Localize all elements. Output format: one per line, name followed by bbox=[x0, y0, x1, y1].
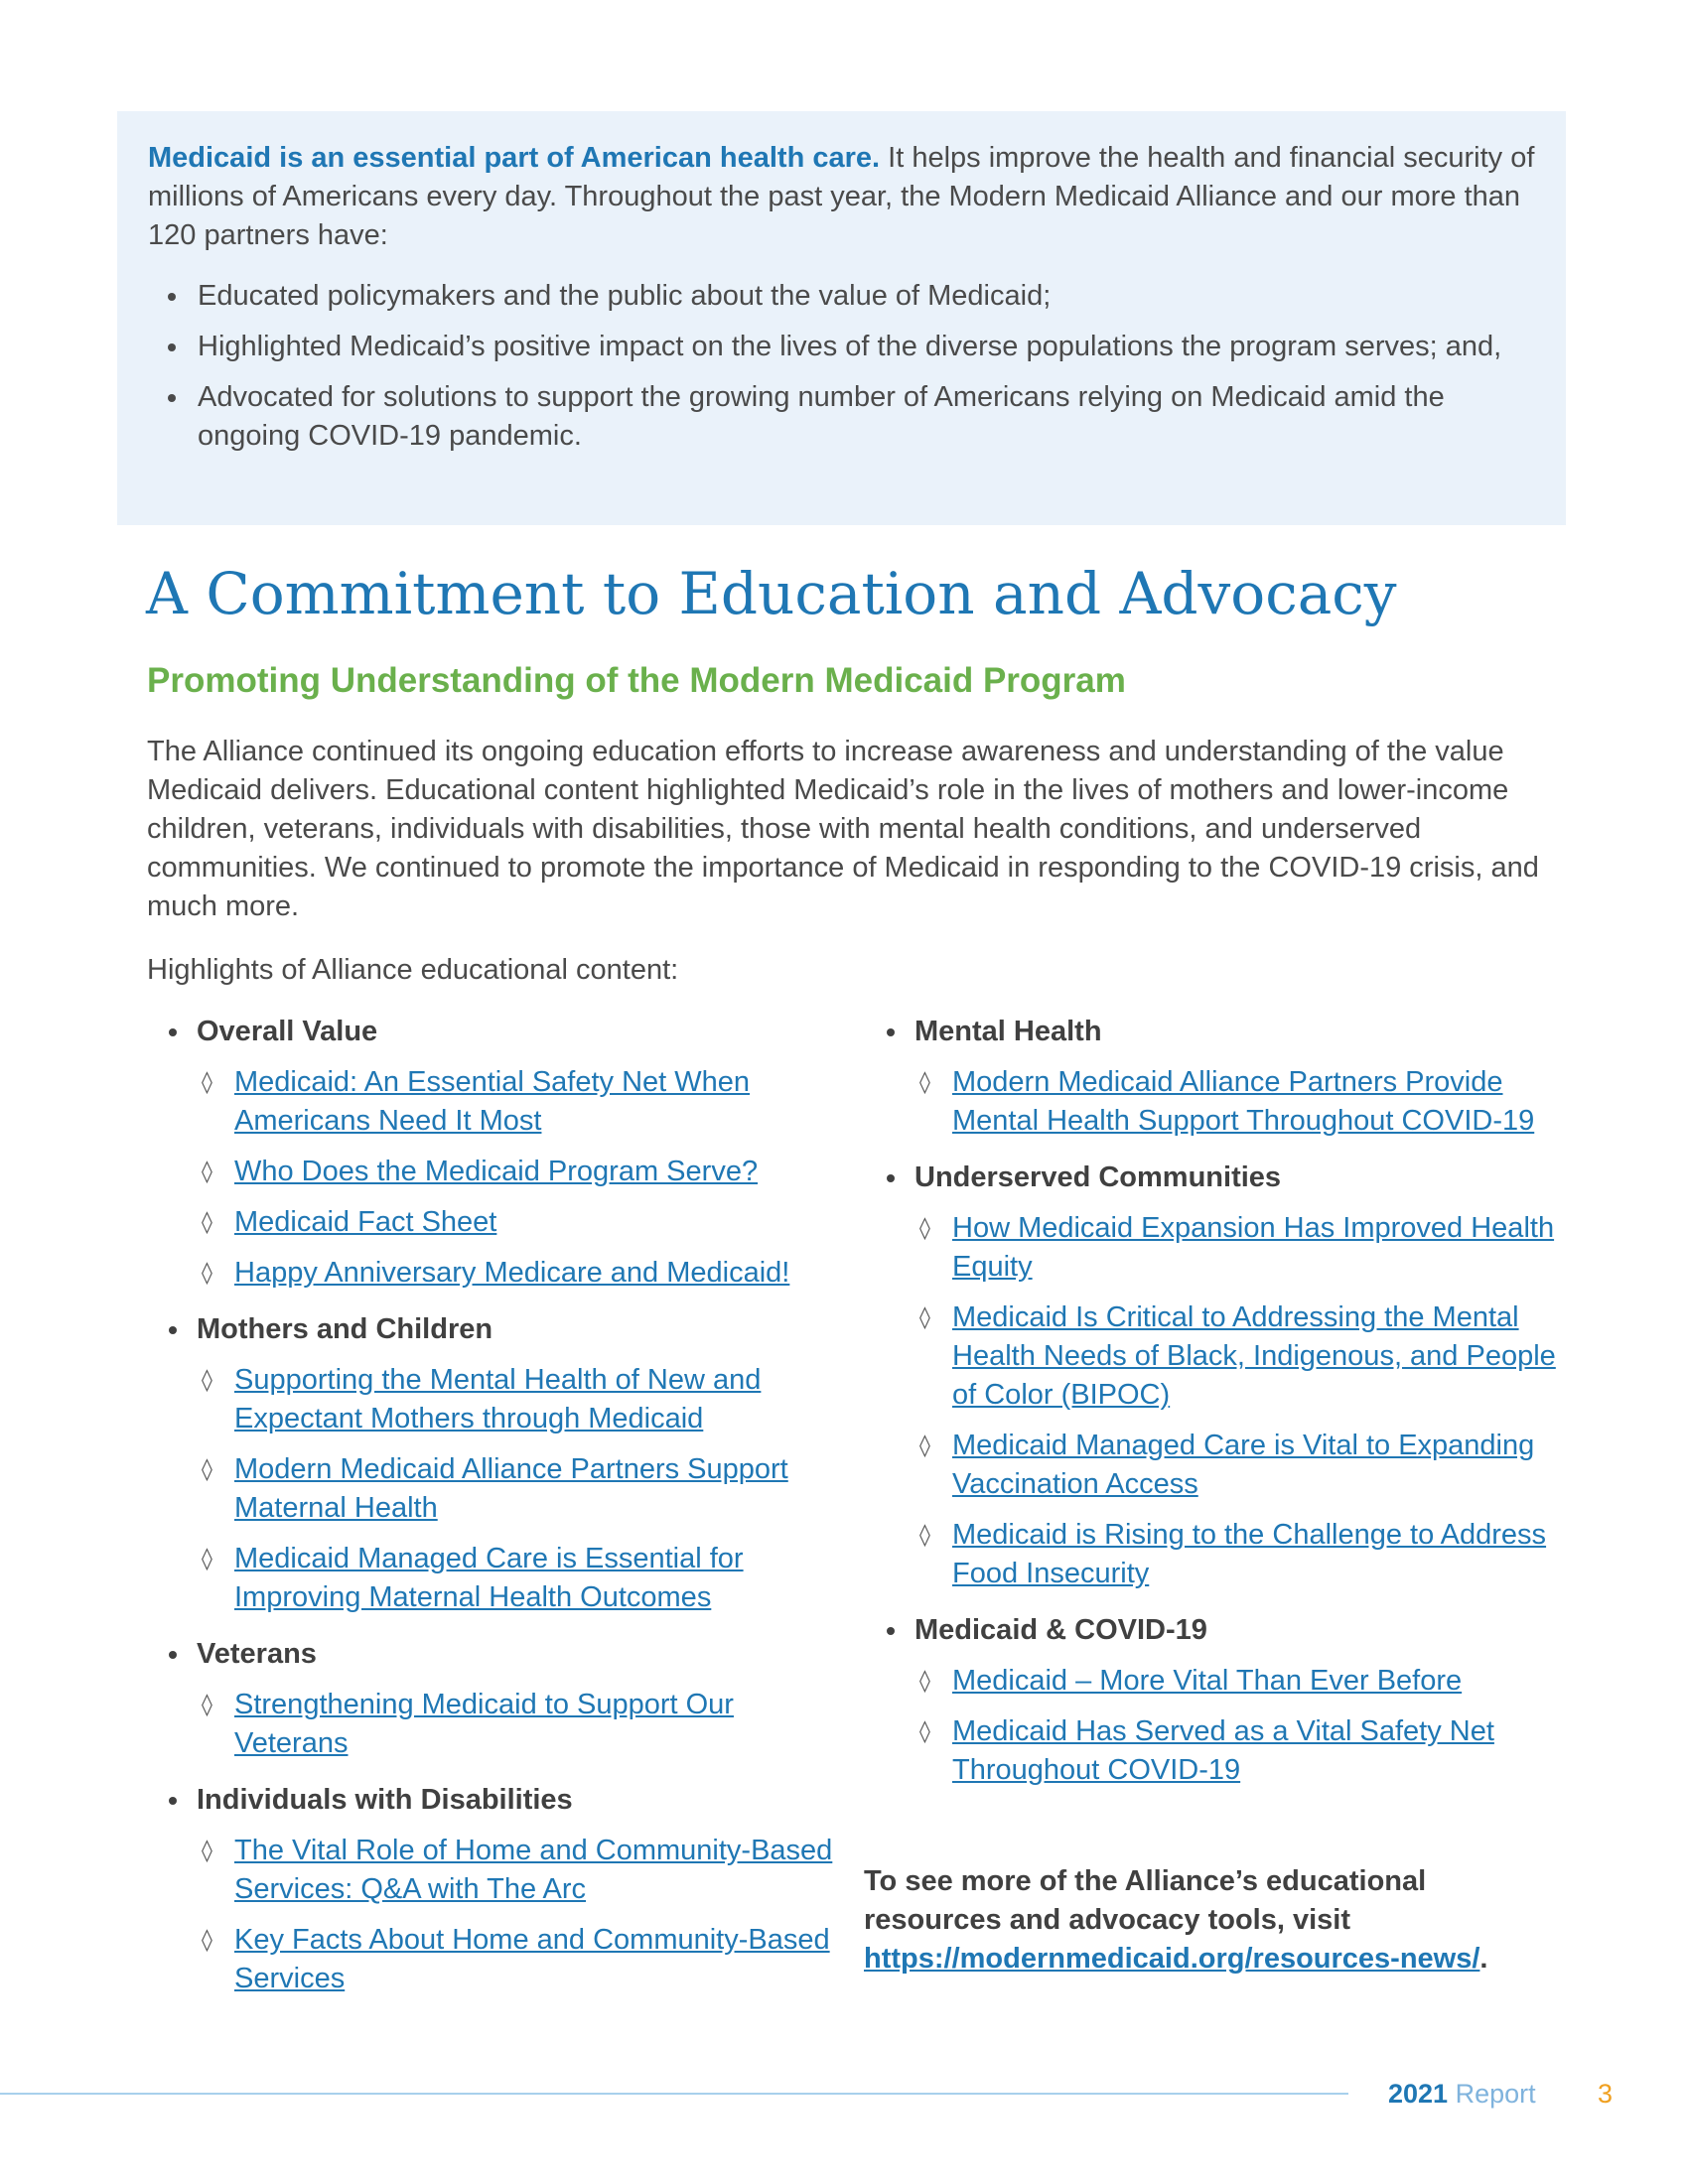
category-title: Overall Value bbox=[159, 1013, 834, 1051]
resource-link[interactable]: The Vital Role of Home and Community-Based Services: Q&A with The Arc bbox=[234, 1835, 833, 1905]
category-link-list bbox=[877, 1662, 1572, 1790]
resource-link[interactable]: Medicaid Managed Care is Vital to Expanding Vaccination Access bbox=[952, 1430, 1535, 1500]
resources-news-link[interactable]: https://modernmedicaid.org/resources-news/ bbox=[864, 1943, 1480, 1975]
section-subtitle: Promoting Understanding of the Modern Medicaid Program bbox=[147, 661, 1126, 700]
category-title: Medicaid & COVID-19 bbox=[877, 1611, 1572, 1650]
category-link-list bbox=[159, 1063, 834, 1293]
category-disabilities bbox=[159, 1781, 834, 1998]
resource-link[interactable]: Medicaid Is Critical to Addressing the Mental Health Needs of Black, Indigenous, and People of Color (BIPOC) bbox=[952, 1301, 1556, 1411]
list-item bbox=[159, 1153, 834, 1191]
closing-period: . bbox=[1479, 1943, 1488, 1975]
resource-link[interactable]: Modern Medicaid Alliance Partners Provide Mental Health Support Throughout COVID-19 bbox=[952, 1066, 1535, 1137]
category-link-list bbox=[159, 1832, 834, 1998]
diamond-bullet-icon: ◊ bbox=[202, 1693, 212, 1717]
diamond-bullet-icon: ◊ bbox=[202, 1368, 212, 1393]
resource-link[interactable]: Medicaid Has Served as a Vital Safety Net Throughout COVID-19 bbox=[952, 1715, 1494, 1786]
page-title: A Commitment to Education and Advocacy bbox=[146, 560, 1397, 627]
resource-link[interactable]: Who Does the Medicaid Program Serve? bbox=[234, 1156, 759, 1187]
resource-link[interactable]: Medicaid Fact Sheet bbox=[234, 1206, 497, 1238]
list-item bbox=[877, 1712, 1572, 1790]
closing-callout bbox=[864, 1862, 1559, 1979]
resource-link[interactable]: How Medicaid Expansion Has Improved Health Equity bbox=[952, 1212, 1555, 1283]
resource-link[interactable]: Medicaid is Rising to the Challenge to Address Food Insecurity bbox=[952, 1519, 1547, 1589]
category-title: Veterans bbox=[159, 1635, 834, 1674]
diamond-bullet-icon: ◊ bbox=[919, 1070, 930, 1095]
intro-bullet: Highlighted Medicaid’s positive impact on the lives of the diverse populations the program serves; and, bbox=[148, 328, 1536, 366]
intro-lead: Medicaid is an essential part of American health care. bbox=[148, 142, 881, 174]
resource-link[interactable]: Key Facts About Home and Community-Based Services bbox=[234, 1924, 830, 1994]
category-underserved bbox=[877, 1159, 1572, 1593]
list-item bbox=[159, 1921, 834, 1998]
resource-link[interactable]: Supporting the Mental Health of New and Expectant Mothers through Medicaid bbox=[234, 1364, 762, 1434]
category-link-list bbox=[159, 1361, 834, 1617]
footer-report-word: Report bbox=[1455, 2079, 1536, 2109]
diamond-bullet-icon: ◊ bbox=[919, 1523, 930, 1548]
category-link-list bbox=[159, 1686, 834, 1763]
highlights-intro: Highlights of Alliance educational content: bbox=[147, 954, 679, 986]
footer-report-label bbox=[1388, 2078, 1536, 2110]
intro-text: It helps improve the health and financial security of millions of Americans every day. Throughout the past year, the Modern Medicaid Alliance and our more than 120 partners have: bbox=[148, 142, 1535, 251]
list-item bbox=[159, 1540, 834, 1617]
page-number: 3 bbox=[1598, 2079, 1614, 2109]
footer-year: 2021 bbox=[1388, 2079, 1449, 2109]
intro-bullet-list bbox=[148, 277, 1536, 456]
list-item bbox=[159, 1063, 834, 1141]
list-item bbox=[877, 1427, 1572, 1504]
category-link-list bbox=[877, 1209, 1572, 1593]
category-title: Underserved Communities bbox=[877, 1159, 1572, 1197]
resource-link[interactable]: Happy Anniversary Medicare and Medicaid! bbox=[234, 1257, 790, 1289]
list-item bbox=[159, 1254, 834, 1293]
resource-link[interactable]: Strengthening Medicaid to Support Our Veterans bbox=[234, 1689, 734, 1759]
highlights-left-column bbox=[159, 1013, 834, 2016]
category-title: Mental Health bbox=[877, 1013, 1572, 1051]
list-item bbox=[159, 1450, 834, 1528]
list-item bbox=[877, 1516, 1572, 1593]
intro-bullet: Educated policymakers and the public about the value of Medicaid; bbox=[148, 277, 1536, 316]
list-item bbox=[159, 1203, 834, 1242]
diamond-bullet-icon: ◊ bbox=[202, 1210, 212, 1235]
category-title: Mothers and Children bbox=[159, 1310, 834, 1349]
diamond-bullet-icon: ◊ bbox=[202, 1070, 212, 1095]
diamond-bullet-icon: ◊ bbox=[202, 1457, 212, 1482]
resource-link[interactable]: Medicaid – More Vital Than Ever Before bbox=[952, 1665, 1463, 1697]
body-paragraph: The Alliance continued its ongoing education efforts to increase awareness and understanding of the value Medicaid delivers. Educational content highlighted Medicaid’s role in the lives of mothers and lower-income children, veterans, individuals with disabilities, those with mental health conditions, and underserved communities. We continued to promote the importance of Medicaid in responding to the COVID-19 crisis, and much more. bbox=[147, 736, 1539, 922]
diamond-bullet-icon: ◊ bbox=[202, 1839, 212, 1863]
category-title: Individuals with Disabilities bbox=[159, 1781, 834, 1820]
highlights-right-column bbox=[877, 1013, 1572, 1808]
diamond-bullet-icon: ◊ bbox=[919, 1669, 930, 1694]
category-mothers-children bbox=[159, 1310, 834, 1617]
list-item bbox=[877, 1298, 1572, 1415]
closing-text: To see more of the Alliance’s educational resources and advocacy tools, visit bbox=[864, 1865, 1427, 1936]
resource-link[interactable]: Medicaid Managed Care is Essential for Improving Maternal Health Outcomes bbox=[234, 1543, 744, 1613]
category-link-list bbox=[877, 1063, 1572, 1141]
category-veterans bbox=[159, 1635, 834, 1763]
list-item bbox=[877, 1662, 1572, 1701]
diamond-bullet-icon: ◊ bbox=[919, 1216, 930, 1241]
diamond-bullet-icon: ◊ bbox=[919, 1433, 930, 1458]
footer-divider bbox=[0, 2093, 1348, 2095]
diamond-bullet-icon: ◊ bbox=[919, 1305, 930, 1330]
list-item bbox=[159, 1832, 834, 1909]
list-item bbox=[159, 1686, 834, 1763]
category-overall-value bbox=[159, 1013, 834, 1293]
category-mental-health bbox=[877, 1013, 1572, 1141]
list-item bbox=[159, 1361, 834, 1438]
intro-callout-box bbox=[117, 111, 1566, 525]
category-covid bbox=[877, 1611, 1572, 1790]
resource-link[interactable]: Medicaid: An Essential Safety Net When Americans Need It Most bbox=[234, 1066, 751, 1137]
resource-link[interactable]: Modern Medicaid Alliance Partners Support Maternal Health bbox=[234, 1453, 788, 1524]
list-item bbox=[877, 1063, 1572, 1141]
diamond-bullet-icon: ◊ bbox=[202, 1928, 212, 1953]
diamond-bullet-icon: ◊ bbox=[202, 1160, 212, 1184]
list-item bbox=[877, 1209, 1572, 1287]
diamond-bullet-icon: ◊ bbox=[919, 1719, 930, 1744]
intro-paragraph bbox=[148, 139, 1536, 255]
diamond-bullet-icon: ◊ bbox=[202, 1261, 212, 1286]
diamond-bullet-icon: ◊ bbox=[202, 1547, 212, 1571]
intro-bullet: Advocated for solutions to support the growing number of Americans relying on Medicaid amid the ongoing COVID-19 pandemic. bbox=[148, 378, 1536, 456]
